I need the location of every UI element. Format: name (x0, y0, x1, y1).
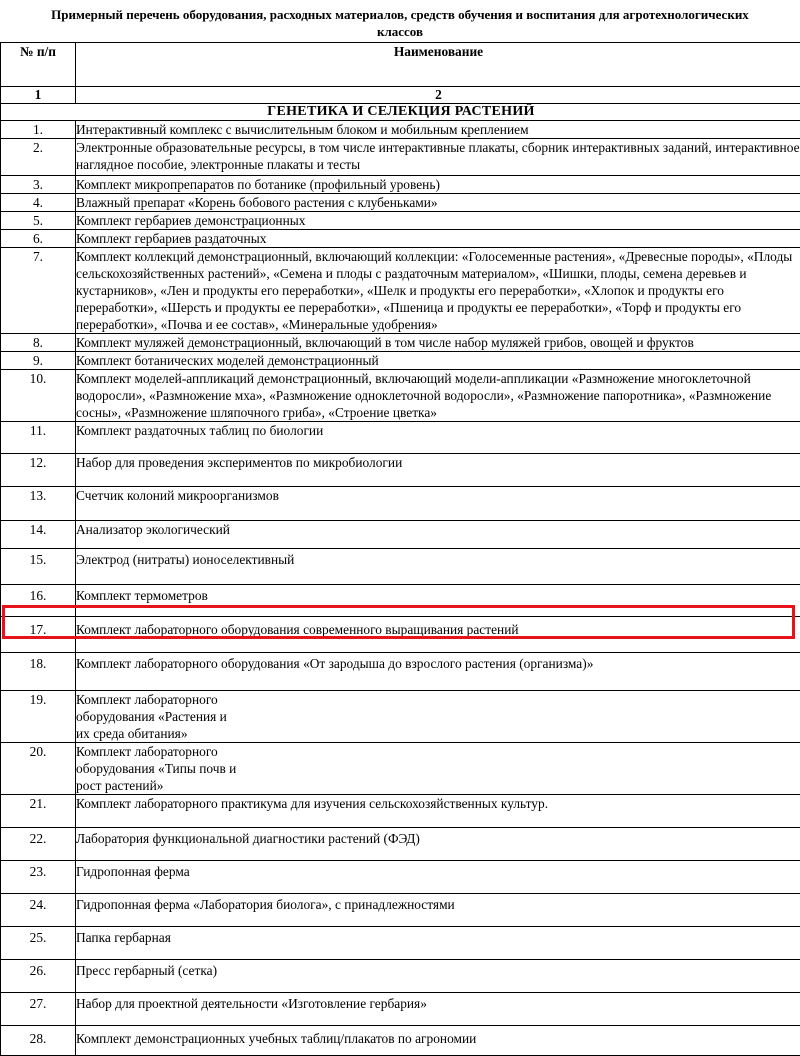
table-row (1, 691, 800, 743)
document-title (0, 6, 800, 40)
section-title: ГЕНЕТИКА И СЕЛЕКЦИЯ РАСТЕНИЙ (1, 104, 800, 121)
row-name: Комплект термометров (76, 585, 800, 617)
row-number: 12. (1, 454, 76, 487)
row-name: Комплект лабораторного оборудования «Растения и их среда обитания» (76, 691, 800, 743)
row-number: 20. (1, 743, 76, 795)
row-name: Гидропонная ферма «Лаборатория биолога», с принадлежностями (76, 894, 800, 927)
table-row (1, 861, 800, 894)
row-name: Счетчик колоний микроорганизмов (76, 487, 800, 521)
row-number: 15. (1, 549, 76, 585)
table-row (1, 549, 800, 585)
row-name: Гидропонная ферма (76, 861, 800, 894)
row-number: 8. (1, 334, 76, 352)
table-row (1, 454, 800, 487)
table-row (1, 653, 800, 691)
column-number-2: 2 (76, 87, 800, 104)
table-row (1, 194, 800, 212)
table-row (1, 894, 800, 927)
row-number: 22. (1, 828, 76, 861)
table-row (1, 230, 800, 248)
row-number: 5. (1, 212, 76, 230)
row-number: 11. (1, 422, 76, 454)
row-number: 25. (1, 927, 76, 960)
row-number: 3. (1, 176, 76, 194)
title-line-1: Примерный перечень оборудования, расходных материалов, средств обучения и воспитания для агротехнологических (0, 6, 800, 23)
row-name: Набор для проектной деятельности «Изготовление гербария» (76, 993, 800, 1026)
row-number: 18. (1, 653, 76, 691)
table-row (1, 743, 800, 795)
row-name: Комплект моделей-аппликаций демонстрационный, включающий модели-аппликации «Размножение многоклеточной водоросли», «Размножение мха», «Размножение одноклеточной водоросли», «Размножение папоротника», «Размножение сосны», «Размножение шляпочного гриба», «Строение цветка» (76, 370, 800, 422)
row-name: Набор для проведения экспериментов по микробиологии (76, 454, 800, 487)
table-row (1, 176, 800, 194)
row-name: Комплект демонстрационных учебных таблиц/плакатов по агрономии (76, 1026, 800, 1056)
row-name: Комплект лабораторного оборудования современного выращивания растений (76, 617, 800, 653)
row-name: Влажный препарат «Корень бобового растения с клубеньками» (76, 194, 800, 212)
table-header-row (1, 43, 800, 87)
table-row (1, 248, 800, 334)
row-number: 2. (1, 139, 76, 176)
row-number: 19. (1, 691, 76, 743)
table-row (1, 121, 800, 139)
row-number: 14. (1, 521, 76, 549)
row-name: Электронные образовательные ресурсы, в том числе интерактивные плакаты, сборник интерактивных заданий, интерактивное наглядное пособие, электронные плакаты и тесты (76, 139, 800, 176)
column-number-1: 1 (1, 87, 76, 104)
row-number: 28. (1, 1026, 76, 1056)
table-row (1, 422, 800, 454)
row-name: Комплект ботанических моделей демонстрационный (76, 352, 800, 370)
table-row (1, 212, 800, 230)
row-number: 26. (1, 960, 76, 993)
row-name: Анализатор экологический (76, 521, 800, 549)
row-number: 23. (1, 861, 76, 894)
table-row-highlighted (1, 617, 800, 653)
table-row (1, 795, 800, 828)
row-number: 7. (1, 248, 76, 334)
row-name: Интерактивный комплекс с вычислительным блоком и мобильным креплением (76, 121, 800, 139)
table-row (1, 585, 800, 617)
title-line-2: классов (0, 23, 800, 40)
row-name: Комплект муляжей демонстрационный, включающий в том числе набор муляжей грибов, овощей и фруктов (76, 334, 800, 352)
table-row (1, 334, 800, 352)
table-row (1, 927, 800, 960)
row-number: 6. (1, 230, 76, 248)
table-row (1, 993, 800, 1026)
row-number: 4. (1, 194, 76, 212)
row-number: 16. (1, 585, 76, 617)
header-name: Наименование (76, 43, 800, 87)
table-row (1, 352, 800, 370)
row-number: 9. (1, 352, 76, 370)
row-name: Комплект лабораторного оборудования «От зародыша до взрослого растения (организма)» (76, 653, 800, 691)
table-row (1, 960, 800, 993)
table-row (1, 1026, 800, 1056)
row-name: Комплект раздаточных таблиц по биологии (76, 422, 800, 454)
table-row (1, 139, 800, 176)
row-name: Комплект лабораторного оборудования «Типы почв и рост растений» (76, 743, 800, 795)
column-number-row (1, 87, 800, 104)
row-number: 17. (1, 617, 76, 653)
row-number: 24. (1, 894, 76, 927)
row-number: 27. (1, 993, 76, 1026)
row-name: Комплект лабораторного практикума для изучения сельскохозяйственных культур. (76, 795, 800, 828)
row-number: 21. (1, 795, 76, 828)
row-number: 10. (1, 370, 76, 422)
row-name: Папка гербарная (76, 927, 800, 960)
row-name: Электрод (нитраты) ионоселективный (76, 549, 800, 585)
row-name: Комплект гербариев демонстрационных (76, 212, 800, 230)
header-num: № п/п (1, 43, 76, 87)
table-row (1, 828, 800, 861)
row-name: Комплект коллекций демонстрационный, включающий коллекции: «Голосеменные растения», «Древесные породы», «Плоды сельскохозяйственных растений», «Семена и плоды с раздаточным материалом», «Шишки, плоды, семена деревьев и кустарников», «Лен и продукты его переработки», «Шелк и продукты его переработки», «Хлопок и продукты его переработки», «Шерсть и продукты ее переработки», «Пшеница и продукты ее переработки», «Торф и продукты его переработки», «Почва и ее состав», «Минеральные удобрения» (76, 248, 800, 334)
equipment-table (0, 42, 800, 1056)
section-row (1, 104, 800, 121)
row-name: Комплект гербариев раздаточных (76, 230, 800, 248)
row-number: 1. (1, 121, 76, 139)
table-row (1, 487, 800, 521)
table-row (1, 370, 800, 422)
row-name: Лаборатория функциональной диагностики растений (ФЭД) (76, 828, 800, 861)
table-row (1, 521, 800, 549)
row-number: 13. (1, 487, 76, 521)
row-name: Пресс гербарный (сетка) (76, 960, 800, 993)
row-name: Комплект микропрепаратов по ботанике (профильный уровень) (76, 176, 800, 194)
